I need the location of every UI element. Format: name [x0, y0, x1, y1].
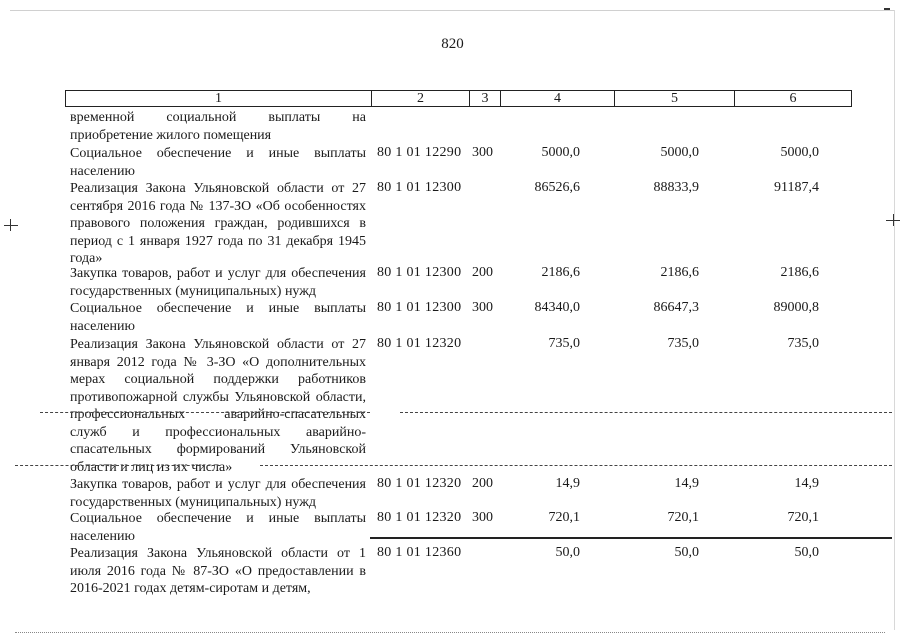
scan-mark [4, 225, 18, 226]
scan-artifact-line [370, 537, 892, 539]
header-col-2: 2 [372, 91, 470, 106]
row-kvr: 200 [472, 476, 493, 491]
row-value-col6: 14,9 [794, 476, 819, 491]
row-value-col6: 720,1 [787, 510, 819, 525]
scan-mark [884, 8, 890, 10]
row-value-col4: 720,1 [548, 510, 580, 525]
row-value-col4: 50,0 [555, 545, 580, 560]
scan-artifact-line [15, 465, 220, 466]
row-value-col4: 5000,0 [541, 145, 580, 160]
row-description: Социальное обеспечение и иные выплаты населению [70, 301, 366, 334]
row-value-col5: 735,0 [667, 336, 699, 351]
row-code: 80 1 01 12320 [377, 510, 462, 525]
header-col-4: 4 [501, 91, 615, 106]
row-value-col5: 720,1 [667, 510, 699, 525]
row-description: временной социальной выплаты на приобретение жилого помещения [70, 110, 366, 143]
row-value-col4: 14,9 [555, 476, 580, 491]
row-value-col4: 84340,0 [534, 300, 580, 315]
scan-artifact-line [400, 412, 892, 413]
row-description: Реализация Закона Ульяновской области от 27 сентября 2016 года № 137-ЗО «Об особенностях правового положения граждан, родившихся в период с 1 января 1927 года по 31 декабря 1945 года» [70, 181, 366, 266]
row-value-col4: 86526,6 [534, 180, 580, 195]
table-header [65, 90, 852, 107]
scan-artifact-line [15, 632, 885, 633]
row-value-col6: 89000,8 [773, 300, 819, 315]
row-code: 80 1 01 12320 [377, 336, 462, 351]
row-description: Закупка товаров, работ и услуг для обеспечения государственных (муниципальных) нужд [70, 477, 366, 510]
row-code: 80 1 01 12290 [377, 145, 462, 160]
scan-border-top [10, 10, 895, 11]
scan-artifact-line [260, 465, 892, 466]
row-value-col6: 5000,0 [780, 145, 819, 160]
row-value-col5: 5000,0 [660, 145, 699, 160]
row-value-col5: 88833,9 [653, 180, 699, 195]
scan-artifact-line [40, 412, 370, 413]
row-kvr: 200 [472, 265, 493, 280]
row-description: Социальное обеспечение и иные выплаты населению [70, 146, 366, 179]
row-description: Реализация Закона Ульяновской области от 27 января 2012 года № 3-ЗО «О дополнительных мерах социальной поддержки работников противопожарной службы Ульяновской области, профессиональных аварийно-спасательных служб и профессиональных аварийно-спасательных формирований Ульяновской области и лиц из их числа» [70, 337, 366, 475]
row-code: 80 1 01 12320 [377, 476, 462, 491]
row-value-col6: 2186,6 [780, 265, 819, 280]
header-col-3: 3 [470, 91, 501, 106]
row-value-col5: 2186,6 [660, 265, 699, 280]
row-code: 80 1 01 12360 [377, 545, 462, 560]
row-value-col4: 735,0 [548, 336, 580, 351]
row-kvr: 300 [472, 300, 493, 315]
row-description: Закупка товаров, работ и услуг для обеспечения государственных (муниципальных) нужд [70, 266, 366, 299]
row-value-col6: 91187,4 [774, 180, 819, 195]
row-code: 80 1 01 12300 [377, 300, 462, 315]
scan-mark [893, 214, 894, 226]
row-description: Социальное обеспечение и иные выплаты населению [70, 511, 366, 544]
row-value-col6: 735,0 [787, 336, 819, 351]
row-code: 80 1 01 12300 [377, 265, 462, 280]
row-value-col6: 50,0 [794, 545, 819, 560]
row-value-col5: 50,0 [674, 545, 699, 560]
row-value-col5: 14,9 [674, 476, 699, 491]
header-col-5: 5 [615, 91, 735, 106]
scan-mark [10, 219, 11, 231]
row-value-col5: 86647,3 [653, 300, 699, 315]
header-col-6: 6 [789, 91, 797, 106]
row-kvr: 300 [472, 510, 493, 525]
row-code: 80 1 01 12300 [377, 180, 462, 195]
row-kvr: 300 [472, 145, 493, 160]
scan-border-right [894, 10, 895, 630]
row-value-col4: 2186,6 [541, 265, 580, 280]
header-col-1: 1 [66, 91, 372, 106]
row-description: Реализация Закона Ульяновской области от 1 июля 2016 года № 87-ЗО «О предоставлении в 2016-2021 годах детям-сиротам и детям, [70, 546, 366, 596]
page-number: 820 [441, 36, 464, 52]
